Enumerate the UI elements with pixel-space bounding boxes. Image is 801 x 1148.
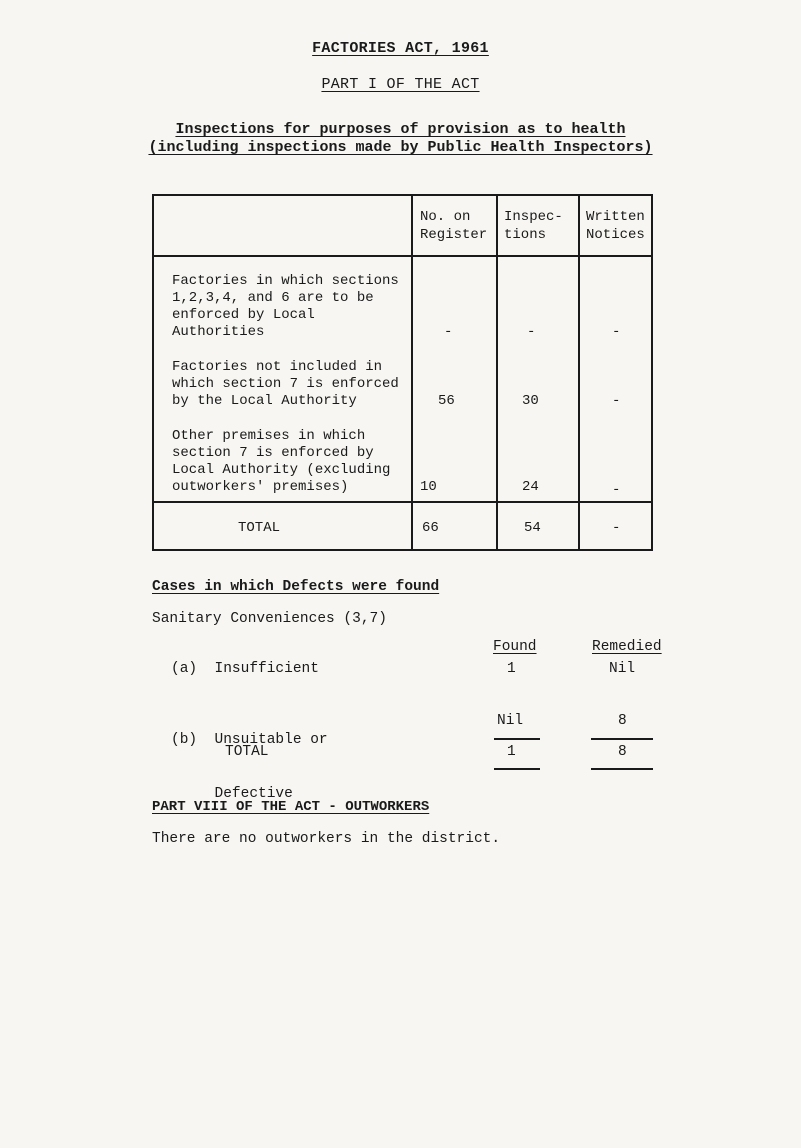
table-cell-inspections: 24 — [522, 479, 539, 495]
part-title: PART I OF THE ACT — [321, 76, 480, 93]
sum-rule — [494, 738, 540, 740]
sum-rule — [591, 738, 653, 740]
defects-heading: Cases in which Defects were found — [152, 579, 440, 595]
table-cell-register: 56 — [438, 393, 455, 409]
table-total-inspections: 54 — [524, 520, 541, 536]
total-divider — [154, 501, 651, 503]
table-total-label: TOTAL — [238, 520, 281, 536]
col-header-register: No. on Register — [420, 209, 488, 243]
part-viii-text: There are no outworkers in the district. — [152, 831, 501, 847]
act-title: FACTORIES ACT, 1961 — [312, 40, 489, 57]
table-row-label: Other premises in which section 7 is enforced by Local Authority (excluding outworkers' premises) — [172, 428, 391, 495]
defect-row-found: Nil — [497, 713, 524, 729]
table-cell-notices: - — [612, 324, 621, 340]
defect-row-label: (b) Unsuitable or Defective — [171, 732, 328, 802]
defect-row-remedied: Nil — [609, 661, 636, 677]
table-cell-register: 10 — [420, 479, 437, 495]
table-total-notices: - — [612, 520, 621, 536]
column-divider — [411, 196, 413, 549]
table-row-label: Factories not included in which section 7 is enforced by the Local Authority — [172, 359, 399, 409]
table-row-label: Factories in which sections 1,2,3,4, and 6 are to be enforced by Local Authorities — [172, 273, 399, 340]
table-cell-notices: - — [612, 482, 621, 498]
table-cell-inspections: - — [527, 324, 536, 340]
subtitle-line-1: Inspections for purposes of provision as to health — [175, 121, 626, 138]
defect-row-remedied: 8 — [618, 713, 627, 729]
col-header-found: Found — [493, 639, 537, 655]
header-divider — [154, 255, 651, 257]
col-header-notices: Written Notices — [586, 209, 645, 243]
part-viii-heading: PART VIII OF THE ACT - OUTWORKERS — [152, 799, 430, 815]
defects-total-label: TOTAL — [225, 744, 269, 760]
col-header-inspections: Inspec- tions — [504, 209, 563, 243]
subtitle-line-2: (including inspections made by Public Health Inspectors) — [148, 139, 653, 156]
column-divider — [578, 196, 580, 549]
column-divider — [496, 196, 498, 549]
table-cell-notices: - — [612, 393, 621, 409]
table-cell-register: - — [444, 324, 453, 340]
defect-row-label: (a) Insufficient — [171, 661, 319, 677]
col-header-remedied: Remedied — [592, 639, 662, 655]
defect-row-found: 1 — [507, 661, 516, 677]
total-rule — [591, 768, 653, 770]
table-cell-inspections: 30 — [522, 393, 539, 409]
defects-total-found: 1 — [507, 744, 516, 760]
defects-total-remedied: 8 — [618, 744, 627, 760]
defects-category: Sanitary Conveniences (3,7) — [152, 611, 387, 627]
inspections-table — [152, 194, 653, 551]
table-total-register: 66 — [422, 520, 439, 536]
total-rule — [494, 768, 540, 770]
